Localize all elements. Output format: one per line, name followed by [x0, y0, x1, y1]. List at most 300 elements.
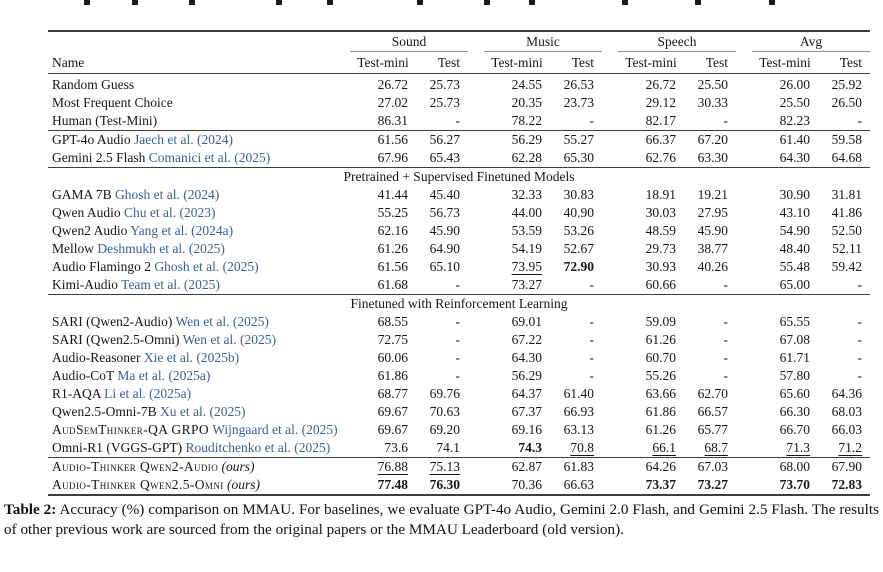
score-cell: 71.2: [838, 440, 863, 455]
model-name: SARI (Qwen2-Audio): [52, 314, 173, 329]
model-name: Qwen2 Audio: [52, 223, 128, 238]
model-name: Human (Test-Mini): [52, 113, 158, 128]
score-cell: 72.75: [377, 332, 408, 347]
column-gap: [736, 222, 752, 240]
score-cell: 73.95: [511, 259, 543, 274]
model-name-cell: [48, 458, 350, 477]
score-cell: 32.33: [511, 187, 543, 202]
model-name-cell: [48, 385, 350, 403]
score-cell: -: [723, 113, 729, 128]
score-cell: -: [857, 368, 863, 383]
subheader-row: [48, 52, 870, 74]
column-gap: [602, 204, 618, 222]
score-cell: 25.50: [779, 95, 811, 110]
score-cell: 60.06: [377, 350, 408, 365]
subheader-test: Test: [550, 52, 602, 74]
model-name: R1-AQA: [52, 386, 101, 401]
subheader-test: Test: [684, 52, 736, 74]
score-cell: -: [723, 368, 729, 383]
score-cell: 25.73: [429, 95, 461, 110]
model-name-cell: [48, 204, 350, 222]
score-cell: 40.90: [563, 205, 595, 220]
score-cell: 64.68: [831, 150, 863, 165]
score-cell: 76.88: [350, 458, 416, 477]
table-row: [48, 186, 870, 204]
model-name-cell: [48, 403, 350, 421]
score-cell: 73.27: [511, 277, 543, 292]
table-row: [48, 331, 870, 349]
score-cell: 52.50: [831, 223, 863, 238]
column-gap: [602, 74, 618, 95]
score-cell: 62.87: [484, 458, 550, 477]
column-gap: [468, 240, 484, 258]
score-cell: -: [723, 314, 729, 329]
score-cell: 61.26: [645, 332, 677, 347]
ours-label: (ours): [221, 459, 255, 474]
model-name: Qwen2.5-Omni-7B: [52, 404, 157, 419]
model-name-cell: [48, 240, 350, 258]
score-cell: 24.55: [511, 77, 543, 92]
score-cell: 72.83: [831, 477, 863, 492]
column-gap: [602, 313, 618, 331]
model-name: GPT-4o Audio: [52, 132, 131, 147]
column-gap: [468, 349, 484, 367]
col-group-music: Music: [484, 31, 602, 52]
model-name: GAMA 7B: [52, 187, 112, 202]
score-cell: 59.09: [645, 314, 677, 329]
citation-link[interactable]: Rouditchenko et al. (2025): [185, 440, 331, 455]
model-name-cell: [48, 94, 350, 112]
score-cell: 74.3: [518, 440, 543, 455]
column-gap: [736, 385, 752, 403]
score-cell: -: [589, 368, 595, 383]
column-gap: [602, 94, 618, 112]
score-cell: 73.70: [779, 477, 811, 492]
column-gap: [602, 403, 618, 421]
table-row: [48, 403, 870, 421]
table-row: [48, 313, 870, 331]
score-cell: 26.72: [377, 77, 408, 92]
column-gap: [602, 240, 618, 258]
score-cell: 65.30: [563, 150, 595, 165]
column-gap: [602, 385, 618, 403]
subheader-test-mini: Test-mini: [618, 52, 684, 74]
score-cell: 53.59: [511, 223, 543, 238]
score-cell: 61.86: [377, 368, 408, 383]
score-cell: 69.16: [511, 422, 543, 437]
score-cell: 68.77: [377, 386, 408, 401]
table-row: [48, 240, 870, 258]
column-gap: [736, 258, 752, 276]
score-cell: -: [455, 277, 461, 292]
column-gap: [736, 94, 752, 112]
score-cell: 67.03: [684, 458, 736, 477]
score-cell: 61.26: [645, 422, 677, 437]
score-cell: 41.86: [831, 205, 863, 220]
score-cell: 73.27: [697, 477, 729, 492]
score-cell: 25.50: [697, 77, 729, 92]
score-cell: 48.40: [779, 241, 811, 256]
score-cell: -: [455, 314, 461, 329]
score-cell: 72.90: [563, 259, 595, 274]
score-cell: 55.48: [779, 259, 811, 274]
score-cell: 67.96: [377, 150, 408, 165]
model-name: Audio Flamingo 2: [52, 259, 152, 274]
model-name: Audio-Thinker Qwen2.5-Omni: [52, 477, 224, 492]
citation-link[interactable]: Ghosh et al. (2024): [115, 187, 220, 202]
column-gap: [602, 131, 618, 150]
column-gap: [468, 439, 484, 458]
name-column-header: Name: [48, 52, 350, 74]
model-name-cell: [48, 367, 350, 385]
score-cell: 69.67: [377, 404, 408, 419]
score-cell: 38.77: [697, 241, 729, 256]
model-name-cell: [48, 313, 350, 331]
column-gap: [602, 222, 618, 240]
column-gap: [468, 458, 484, 477]
score-cell: 73.6: [384, 440, 408, 455]
table-row: [48, 204, 870, 222]
score-cell: 23.73: [563, 95, 595, 110]
score-cell: 68.7: [704, 440, 729, 455]
score-cell: 66.93: [563, 404, 595, 419]
table-row: [48, 349, 870, 367]
score-cell: 26.00: [779, 77, 811, 92]
score-cell: 82.23: [779, 113, 811, 128]
subheader-test-mini: Test-mini: [350, 52, 416, 74]
score-cell: 73.37: [645, 477, 677, 492]
column-gap: [736, 458, 752, 477]
column-gap: [602, 421, 618, 439]
score-cell: 65.10: [429, 259, 461, 274]
score-cell: 69.20: [429, 422, 461, 437]
model-name-cell: [48, 258, 350, 276]
score-cell: 55.25: [377, 205, 408, 220]
score-cell: -: [857, 350, 863, 365]
column-gap: [602, 349, 618, 367]
column-gap: [468, 186, 484, 204]
score-cell: 60.66: [645, 277, 677, 292]
score-cell: 27.95: [697, 205, 729, 220]
score-cell: 82.17: [645, 113, 677, 128]
model-name: Qwen Audio: [52, 205, 121, 220]
score-cell: 66.70: [779, 422, 811, 437]
table-row: [48, 385, 870, 403]
score-cell: 66.30: [779, 404, 811, 419]
model-name-cell: [48, 421, 350, 439]
score-cell: 30.90: [779, 187, 811, 202]
score-cell: 66.57: [697, 404, 729, 419]
score-cell: 75.13: [416, 458, 468, 477]
column-gap: [602, 367, 618, 385]
table-row: [48, 421, 870, 439]
column-gap: [736, 439, 752, 458]
column-gap: [736, 421, 752, 439]
score-cell: 68.03: [831, 404, 863, 419]
column-gap: [736, 367, 752, 385]
score-cell: 61.40: [752, 131, 818, 150]
score-cell: -: [455, 332, 461, 347]
score-cell: 44.00: [511, 205, 543, 220]
model-name: Omni-R1 (VGGS-GPT): [52, 440, 183, 455]
column-gap: [602, 112, 618, 131]
column-gap: [468, 276, 484, 295]
model-name: Audio-CoT: [52, 368, 115, 383]
score-cell: 45.40: [429, 187, 461, 202]
score-cell: 74.1: [436, 440, 461, 455]
citation-link[interactable]: Wijngaard et al. (2025): [212, 422, 338, 437]
column-gap: [736, 331, 752, 349]
table-row: [48, 222, 870, 240]
column-gap: [736, 186, 752, 204]
score-cell: -: [723, 332, 729, 347]
column-gap: [468, 313, 484, 331]
score-cell: 70.8: [570, 440, 595, 455]
model-name-cell: [48, 131, 350, 150]
score-cell: -: [723, 277, 729, 292]
score-cell: -: [857, 113, 863, 128]
column-gap: [736, 112, 752, 131]
column-gap: [602, 439, 618, 458]
score-cell: 30.33: [697, 95, 729, 110]
score-cell: 18.91: [645, 187, 677, 202]
score-cell: -: [723, 350, 729, 365]
column-gap: [468, 222, 484, 240]
table-row: [48, 74, 870, 95]
column-gap: [602, 258, 618, 276]
score-cell: 65.00: [779, 277, 811, 292]
column-gap: [736, 149, 752, 168]
citation-link[interactable]: Xie et al. (2025b): [143, 350, 240, 365]
column-gap: [468, 74, 484, 95]
score-cell: 70.36: [511, 477, 543, 492]
score-cell: 57.80: [779, 368, 811, 383]
score-cell: 19.21: [697, 187, 729, 202]
column-gap: [736, 349, 752, 367]
caption-text: Accuracy (%) comparison on MMAU. For baselines, we evaluate GPT-4o Audio, Gemini 2.0 Flash, and Gemini 2.5 Flash. The results of other previous work are sourced from the original papers or the MMAU Leaderboard (old version).: [4, 501, 879, 538]
score-cell: 65.43: [429, 150, 461, 165]
score-cell: -: [857, 314, 863, 329]
score-cell: 66.63: [563, 477, 595, 492]
table-row: [48, 94, 870, 112]
score-cell: 61.56: [377, 259, 408, 274]
score-cell: 53.26: [563, 223, 595, 238]
model-name: Random Guess: [52, 77, 135, 92]
subheader-test: Test: [818, 52, 870, 74]
score-cell: 61.71: [779, 350, 811, 365]
score-cell: 67.08: [779, 332, 811, 347]
score-cell: 69.76: [429, 386, 461, 401]
table-row: [48, 149, 870, 168]
subheader-test-mini: Test-mini: [752, 52, 818, 74]
score-cell: 67.90: [818, 458, 870, 477]
citation-link[interactable]: Comanici et al. (2025): [148, 150, 271, 165]
table-row: [48, 439, 870, 458]
score-cell: 68.55: [377, 314, 408, 329]
citation-link[interactable]: Ma et al. (2025a): [117, 368, 211, 383]
score-cell: 61.56: [350, 131, 416, 150]
score-cell: 61.40: [563, 386, 595, 401]
model-name: Most Frequent Choice: [52, 95, 173, 110]
ours-label: (ours): [227, 477, 260, 492]
score-cell: 65.77: [697, 422, 729, 437]
column-gap: [602, 458, 618, 477]
score-cell: 26.72: [645, 77, 677, 92]
model-name: Audio-Thinker Qwen2-Audio: [52, 459, 219, 474]
score-cell: 29.73: [645, 241, 677, 256]
score-cell: 55.27: [550, 131, 602, 150]
column-gap: [468, 149, 484, 168]
column-gap: [736, 31, 752, 52]
score-cell: 65.55: [779, 314, 811, 329]
score-cell: 45.90: [429, 223, 461, 238]
column-gap: [736, 204, 752, 222]
score-cell: 62.76: [645, 150, 677, 165]
column-gap: [736, 276, 752, 295]
column-gap: [468, 385, 484, 403]
section-header: Finetuned with Reinforcement Learning: [48, 295, 870, 314]
score-cell: 66.1: [652, 440, 677, 455]
score-cell: 70.63: [429, 404, 461, 419]
score-cell: 30.83: [563, 187, 595, 202]
column-gap: [468, 403, 484, 421]
score-cell: 52.67: [563, 241, 595, 256]
score-cell: 54.19: [511, 241, 543, 256]
score-cell: -: [589, 113, 595, 128]
model-name-cell: [48, 276, 350, 295]
score-cell: 26.53: [563, 77, 595, 92]
score-cell: 62.70: [697, 386, 729, 401]
citation-link[interactable]: Li et al. (2025a): [104, 386, 192, 401]
model-name: Gemini 2.5 Flash: [52, 150, 146, 165]
score-cell: 56.73: [429, 205, 461, 220]
section-header: Pretrained + Supervised Finetuned Models: [48, 168, 870, 187]
column-gap: [468, 331, 484, 349]
column-gap: [468, 476, 484, 495]
score-cell: 25.73: [429, 77, 461, 92]
score-cell: 63.13: [563, 422, 595, 437]
column-gap: [468, 367, 484, 385]
score-cell: 56.27: [416, 131, 468, 150]
table-row: [48, 367, 870, 385]
column-gap: [468, 31, 484, 52]
column-gap: [602, 476, 618, 495]
score-cell: 67.37: [511, 404, 543, 419]
subheader-test-mini: Test-mini: [484, 52, 550, 74]
score-cell: 40.26: [697, 259, 729, 274]
score-cell: 64.30: [779, 150, 811, 165]
citation-link[interactable]: Wen et al. (2025): [175, 314, 269, 329]
model-name-cell: [48, 349, 350, 367]
citation-link[interactable]: Deshmukh et al. (2025): [97, 241, 225, 256]
score-cell: 56.29: [511, 368, 543, 383]
score-cell: 55.26: [645, 368, 677, 383]
score-cell: 64.26: [618, 458, 684, 477]
score-cell: -: [589, 314, 595, 329]
score-cell: 69.67: [377, 422, 408, 437]
col-group-sound: Sound: [350, 31, 468, 52]
column-gap: [736, 313, 752, 331]
score-cell: 86.31: [377, 113, 408, 128]
col-group-avg: Avg: [752, 31, 870, 52]
score-cell: 48.59: [645, 223, 677, 238]
score-cell: 68.00: [752, 458, 818, 477]
table-row: [48, 476, 870, 495]
model-name: Kimi-Audio: [52, 277, 118, 292]
score-cell: 61.68: [377, 277, 408, 292]
model-name-cell: [48, 186, 350, 204]
score-cell: 61.26: [377, 241, 408, 256]
model-name: Audio-Reasoner: [52, 350, 141, 365]
score-cell: 60.70: [645, 350, 677, 365]
score-cell: 31.81: [831, 187, 863, 202]
score-cell: 30.03: [645, 205, 677, 220]
score-cell: 52.11: [832, 241, 863, 256]
score-cell: -: [857, 277, 863, 292]
column-gap: [736, 240, 752, 258]
citation-link[interactable]: Team et al. (2025): [121, 277, 220, 292]
score-cell: 71.3: [786, 440, 811, 455]
score-cell: 64.30: [511, 350, 543, 365]
section-header-row: [48, 168, 870, 187]
score-cell: 63.30: [697, 150, 729, 165]
model-name-cell: [48, 222, 350, 240]
column-gap: [602, 276, 618, 295]
col-group-speech: Speech: [618, 31, 736, 52]
citation-link[interactable]: Chu et al. (2023): [124, 205, 216, 220]
citation-link[interactable]: Wen et al. (2025): [182, 332, 277, 347]
column-gap: [468, 131, 484, 150]
citation-link[interactable]: Ghosh et al. (2025): [154, 259, 259, 274]
name-col-spacer: [48, 31, 350, 52]
score-cell: 77.48: [377, 477, 408, 492]
score-cell: -: [589, 332, 595, 347]
column-gap: [602, 31, 618, 52]
group-header-row: [48, 31, 870, 52]
model-name-cell: [48, 331, 350, 349]
score-cell: 25.92: [831, 77, 863, 92]
score-cell: 62.28: [511, 150, 543, 165]
column-gap: [736, 476, 752, 495]
column-gap: [468, 112, 484, 131]
score-cell: -: [455, 350, 461, 365]
table-row: [48, 276, 870, 295]
score-cell: 64.90: [429, 241, 461, 256]
citation-link[interactable]: Jaech et al. (2024): [134, 132, 233, 147]
table-row: [48, 131, 870, 150]
score-cell: 30.93: [645, 259, 677, 274]
column-gap: [468, 421, 484, 439]
score-cell: -: [589, 277, 595, 292]
column-gap: [468, 52, 484, 74]
citation-link[interactable]: Xu et al. (2025): [160, 404, 246, 419]
caption-label: Table 2:: [4, 501, 57, 518]
score-cell: 41.44: [377, 187, 408, 202]
column-gap: [736, 52, 752, 74]
score-cell: 59.58: [818, 131, 870, 150]
score-cell: 67.20: [684, 131, 736, 150]
column-gap: [736, 74, 752, 95]
table-row: [48, 458, 870, 477]
score-cell: 59.42: [831, 259, 863, 274]
score-cell: 54.90: [779, 223, 811, 238]
score-cell: 65.60: [779, 386, 811, 401]
column-gap: [602, 186, 618, 204]
column-gap: [468, 258, 484, 276]
score-cell: -: [589, 350, 595, 365]
citation-link[interactable]: Yang et al. (2024a): [130, 223, 234, 238]
table-row: [48, 258, 870, 276]
